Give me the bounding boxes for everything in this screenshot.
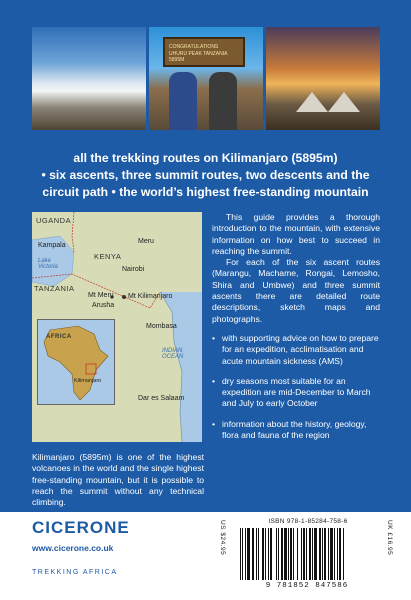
feature-item: • with supporting advice on how to prepare for an expedition, acclimatisation and acute mountain sickness (AMS) — [212, 333, 380, 367]
guide-description — [212, 212, 380, 450]
barcode — [240, 528, 378, 580]
feature-item: • information about the history, geology, flora and fauna of the region — [212, 419, 380, 442]
map-label-nairobi: Nairobi — [122, 266, 145, 273]
map-label-indian-ocean: INDIAN OCEAN — [162, 348, 184, 360]
category-label: TREKKING AFRICA — [32, 569, 118, 576]
isbn-label: ISBN 978-1-85284-758-6 — [268, 518, 348, 525]
tagline — [20, 150, 391, 201]
africa-shape — [38, 320, 115, 405]
region-map — [32, 212, 202, 442]
price-us: US $24.95 — [219, 520, 226, 556]
map-label-meru-town: Meru — [138, 238, 154, 245]
barcode-digits: 9 781852 847586 — [265, 582, 349, 590]
feature-item: • dry seasons most suitable for an expedition are mid-December to March and July to early October — [212, 376, 380, 410]
guide-paragraph-1: This guide provides a thorough introduction to the mountain, with extensive information on how best to succeed in reaching the summit. — [212, 212, 380, 256]
price-uk: UK £16.95 — [386, 520, 393, 556]
intro-blurb: Kilimanjaro (5895m) is one of the highest volcanoes in the world and the single highest free-standing mountain, but it is possible to reach the summit without any technical climbing. — [32, 452, 204, 508]
photo-camp-sunset — [266, 27, 380, 130]
tent-shape — [296, 92, 328, 112]
guide-paragraph-2: For each of the six ascent routes (Marangu, Machame, Rongai, Lemosho, Shira and Umbwe) and three summit ascents there are detailed route descriptions, sketch maps and photographs. — [212, 257, 380, 324]
map-label-kenya: KENYA — [94, 252, 122, 261]
inset-label-kilimanjaro: Kilimanjaro — [74, 378, 102, 384]
photo-uhuru-peak-sign — [149, 27, 263, 130]
map-label-arusha: Arusha — [92, 302, 115, 309]
trekker-figure — [169, 72, 197, 130]
publisher-url[interactable]: www.cicerone.co.uk — [32, 543, 114, 553]
kilimanjaro-marker — [122, 295, 126, 299]
publisher-logo: CICERONE — [32, 518, 130, 537]
sign-line-2: UHURU PEAK TANZANIA 5895M — [169, 50, 228, 63]
map-label-uganda: UGANDA — [36, 216, 72, 225]
photo-kilimanjaro-summit — [32, 27, 146, 130]
map-label-tanzania: TANZANIA — [34, 284, 75, 293]
map-label-mombasa: Mombasa — [146, 323, 177, 330]
inset-label-africa: AFRICA — [46, 334, 72, 340]
map-label-mt-meru: Mt Meru — [88, 292, 114, 299]
map-label-mt-kilimanjaro: Mt Kilimanjaro — [128, 293, 173, 300]
sign-line-1: CONGRATULATIONS — [169, 44, 219, 50]
trekker-figure — [209, 72, 237, 130]
border-uganda-kenya — [72, 212, 74, 252]
tagline-line-3: circuit path • the world’s highest free-standing mountain — [42, 185, 369, 199]
africa-inset-map — [37, 319, 115, 405]
map-label-kampala: Kampala — [38, 242, 66, 249]
map-label-lake-victoria: Lake Victoria — [38, 258, 58, 270]
summit-sign — [163, 37, 245, 67]
tent-shape — [328, 92, 360, 112]
map-label-dar-es-salaam: Dar es Salaam — [138, 395, 185, 402]
photo-strip — [32, 27, 380, 130]
ocean — [160, 292, 202, 442]
barcode-bar — [344, 528, 345, 580]
tagline-line-2: • six ascents, three summit routes, two descents and the — [41, 168, 370, 182]
feature-list — [212, 333, 380, 441]
tagline-line-1: all the trekking routes on Kilimanjaro (5895m) — [73, 151, 338, 165]
